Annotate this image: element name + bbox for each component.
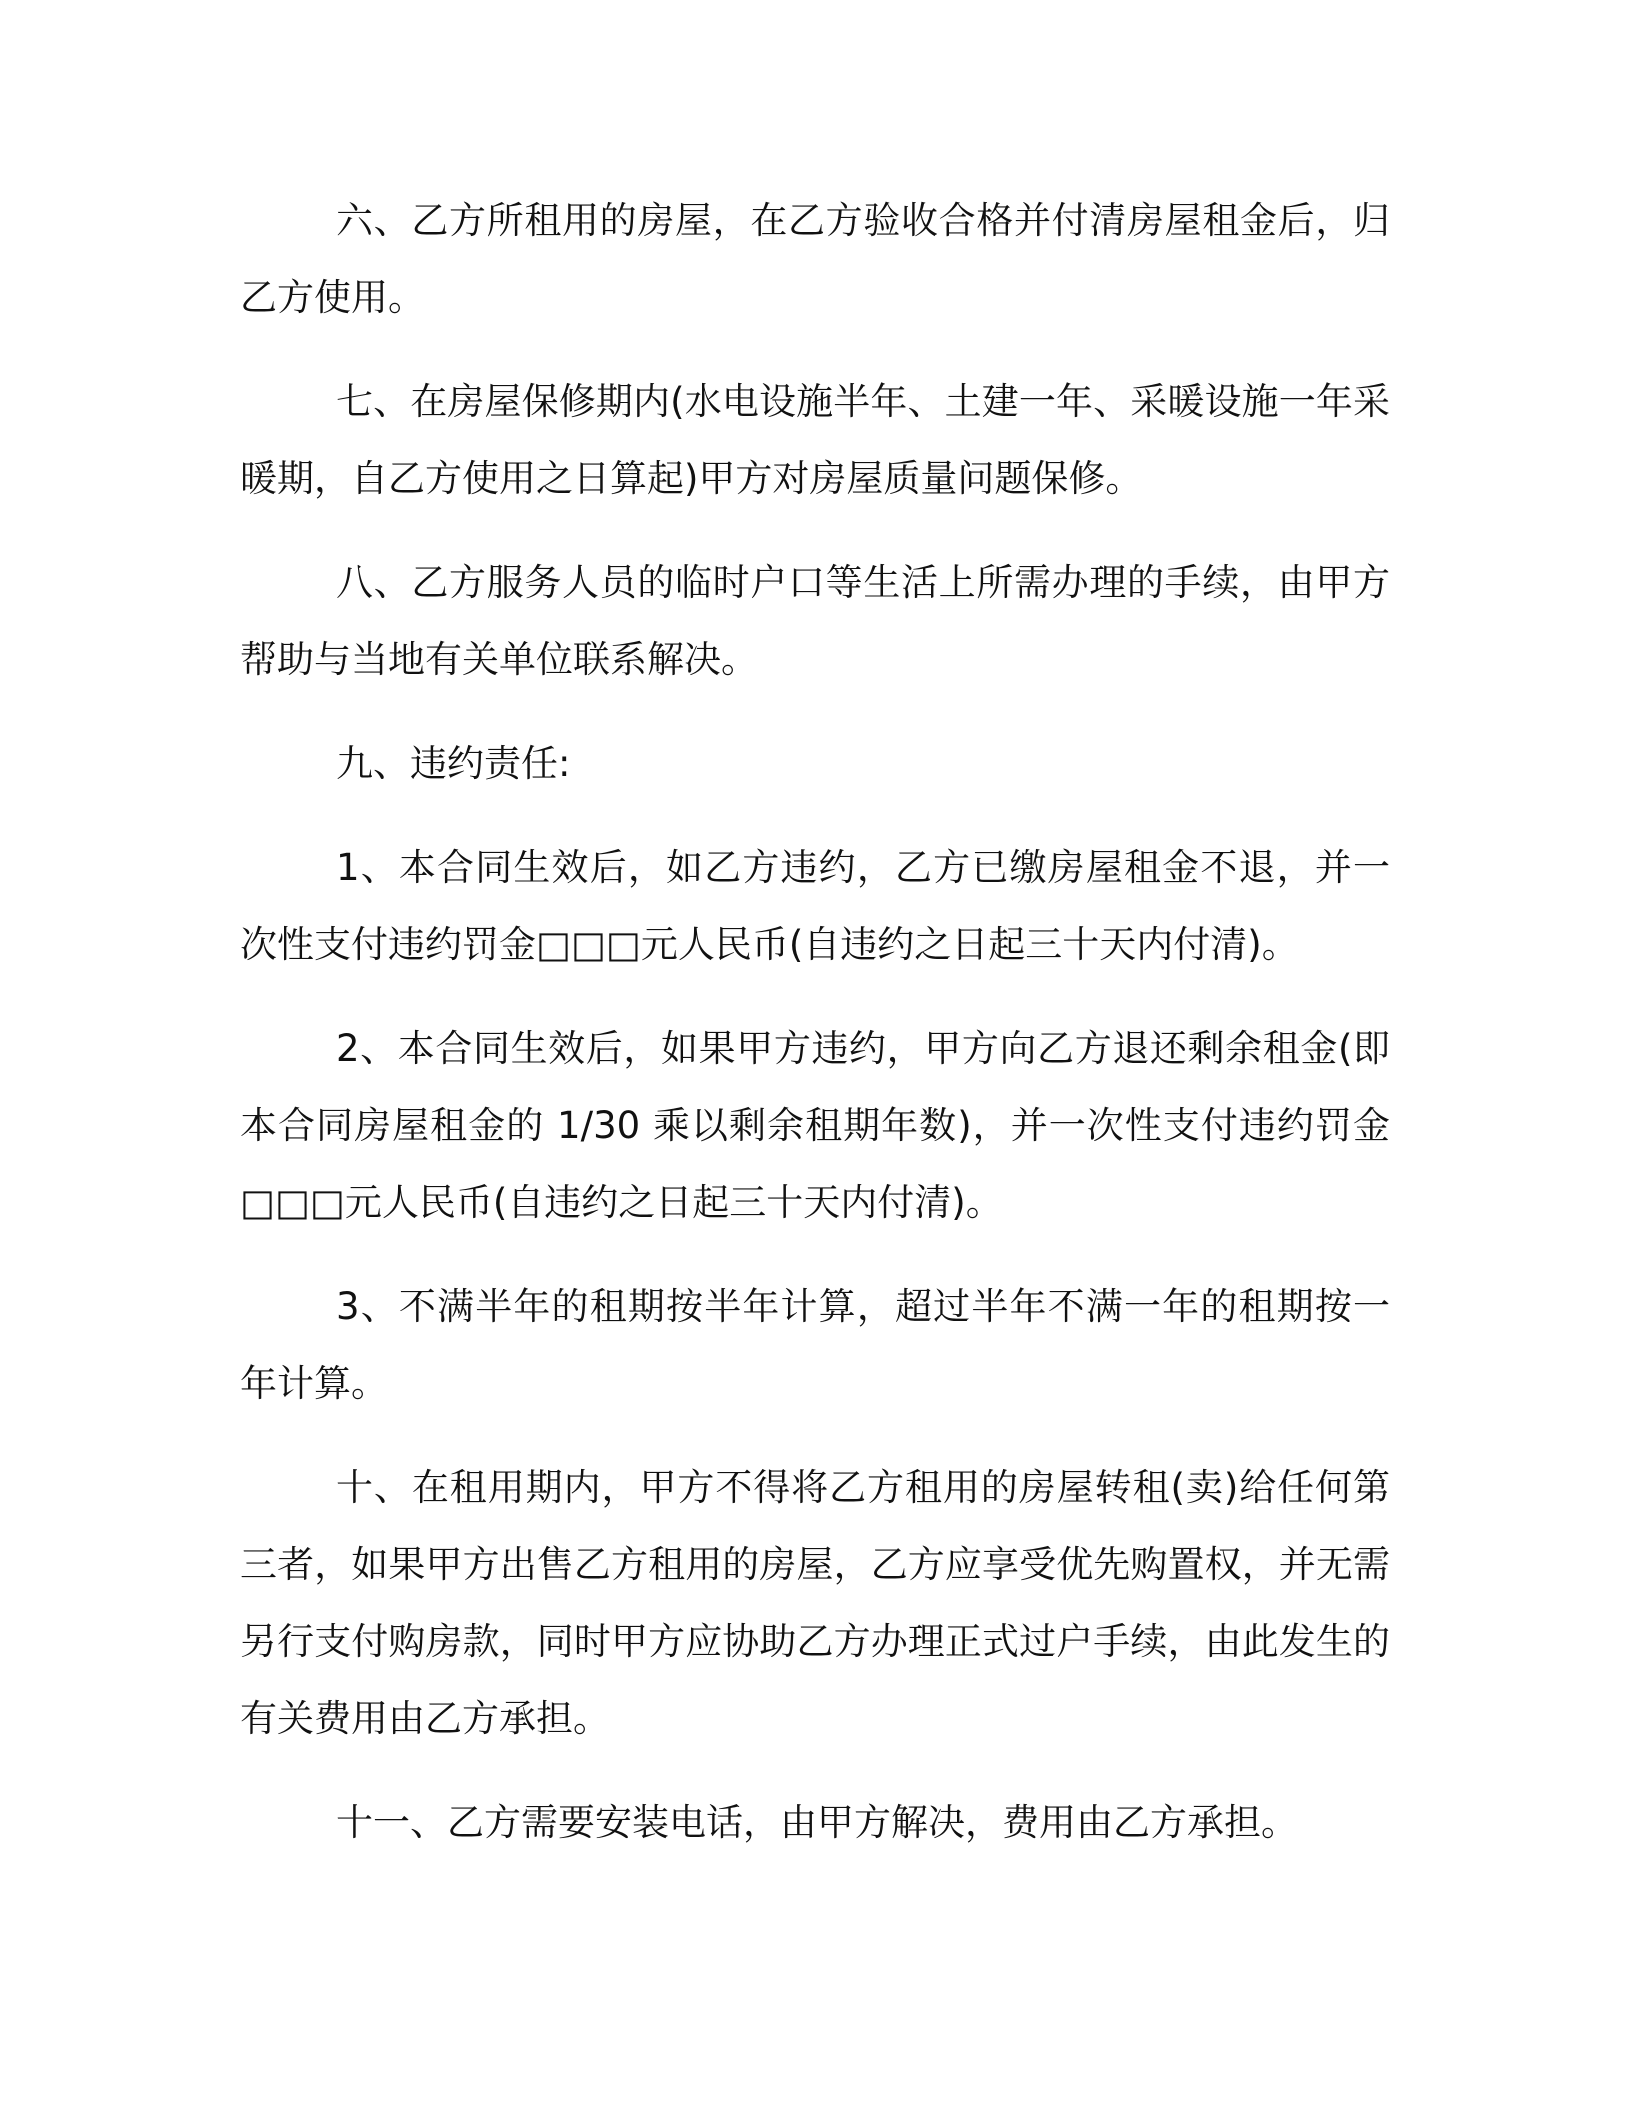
clause-7: 七、在房屋保修期内(水电设施半年、土建一年、采暖设施一年采暖期，自乙方使用之日算起)甲方对房屋质量问题保修。 xyxy=(240,380,1390,500)
clause-11: 十一、乙方需要安装电话，由甲方解决，费用由乙方承担。 xyxy=(336,1801,1298,1844)
clause-6: 六、乙方所租用的房屋，在乙方验收合格并付清房屋租金后，归乙方使用。 xyxy=(240,199,1390,319)
clause-9-heading: 九、违约责任: xyxy=(336,742,571,785)
clause-10: 十、在租用期内，甲方不得将乙方租用的房屋转租(卖)给任何第三者，如果甲方出售乙方租用的房屋，乙方应享受优先购置权，并无需另行支付购房款，同时甲方应协助乙方办理正式过户手续，由此发生的有关费用由乙方承担。 xyxy=(240,1466,1390,1740)
document-body xyxy=(240,182,1390,1888)
clause-9-item-3: 3、不满半年的租期按半年计算，超过半年不满一年的租期按一年计算。 xyxy=(240,1285,1390,1405)
clause-9-item-2: 2、本合同生效后，如果甲方违约，甲方向乙方退还剩余租金(即本合同房屋租金的 1/30 乘以剩余租期年数)，并一次性支付违约罚金□□□元人民币(自违约之日起三十天内付清)。 xyxy=(240,1027,1390,1224)
clause-8: 八、乙方服务人员的临时户口等生活上所需办理的手续，由甲方帮助与当地有关单位联系解决。 xyxy=(240,561,1390,681)
clause-9-item-1: 1、本合同生效后，如乙方违约，乙方已缴房屋租金不退，并一次性支付违约罚金□□□元人民币(自违约之日起三十天内付清)。 xyxy=(240,846,1390,966)
